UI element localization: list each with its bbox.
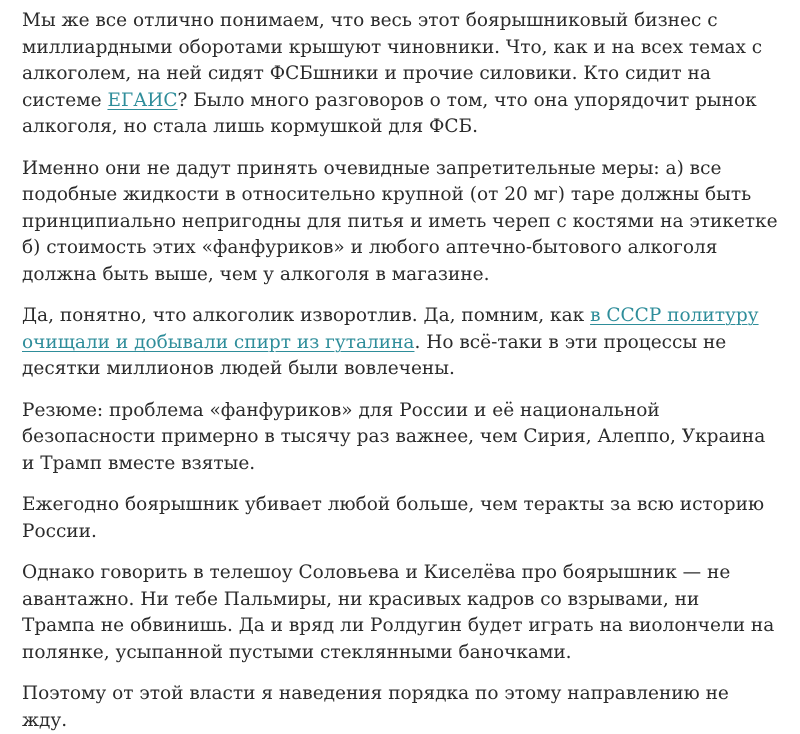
egais-link[interactable]: ЕГАИС [107, 89, 178, 111]
paragraph-7: Поэтому от этой власти я наведения порядка по этому направлению не жду. [22, 683, 729, 731]
paragraph-1-text-end: ? Было много разговоров о том, что она упорядочит рынок алкоголя, но стала лишь кормушкой для ФСБ. [22, 89, 757, 137]
paragraph-6: Однако говорить в телешоу Соловьева и Киселёва про боярышник — не авантажно. Ни тебе Пальмиры, ни красивых кадров со взрывами, ни Трампа не обвинишь. Да и вряд ли Ролдугин будет играть на виолончели на полянке, усыпанной пустыми стеклянными баночками. [22, 562, 775, 663]
paragraph-1-text-start: Мы же все отлично понимаем, что весь этот боярышниковый бизнес с миллиардными оборотами крышуют чиновники. Что, как и на всех темах с алкоголем, на ней сидят ФСБшники и прочие силовики. Кто сидит на системе [22, 10, 763, 111]
ussr-polish-link[interactable]: в СССР политуру очищали и добывали спирт из гуталина [22, 305, 759, 353]
paragraph-5: Ежегодно боярышник убивает любой больше, чем теракты за всю историю России. [22, 494, 765, 542]
paragraph-3-text-start: Да, понятно, что алкоголик изворотлив. Да, помним, как [22, 305, 591, 326]
paragraph-3 [22, 303, 778, 383]
paragraph-1 [22, 8, 778, 141]
paragraph-2: Именно они не дадут принять очевидные запретительные меры: а) все подобные жидкости в относительно крупной (от 20 мг) таре должны быть принципиально непригодны для питья и иметь череп с костями на этикетке б) стоимость этих «фанфуриков» и любого аптечно-бытового алкоголя должна быть выше, чем у алкоголя в магазине. [22, 157, 778, 285]
paragraph-3-text-end: . Но всё-таки в эти процессы не десятки миллионов людей были вовлечены. [22, 331, 727, 379]
paragraph-4: Резюме: проблема «фанфуриков» для России и её национальной безопасности примерно в тысячу раз важнее, чем Сирия, Алеппо, Украина и Трамп вместе взятые. [22, 399, 766, 474]
